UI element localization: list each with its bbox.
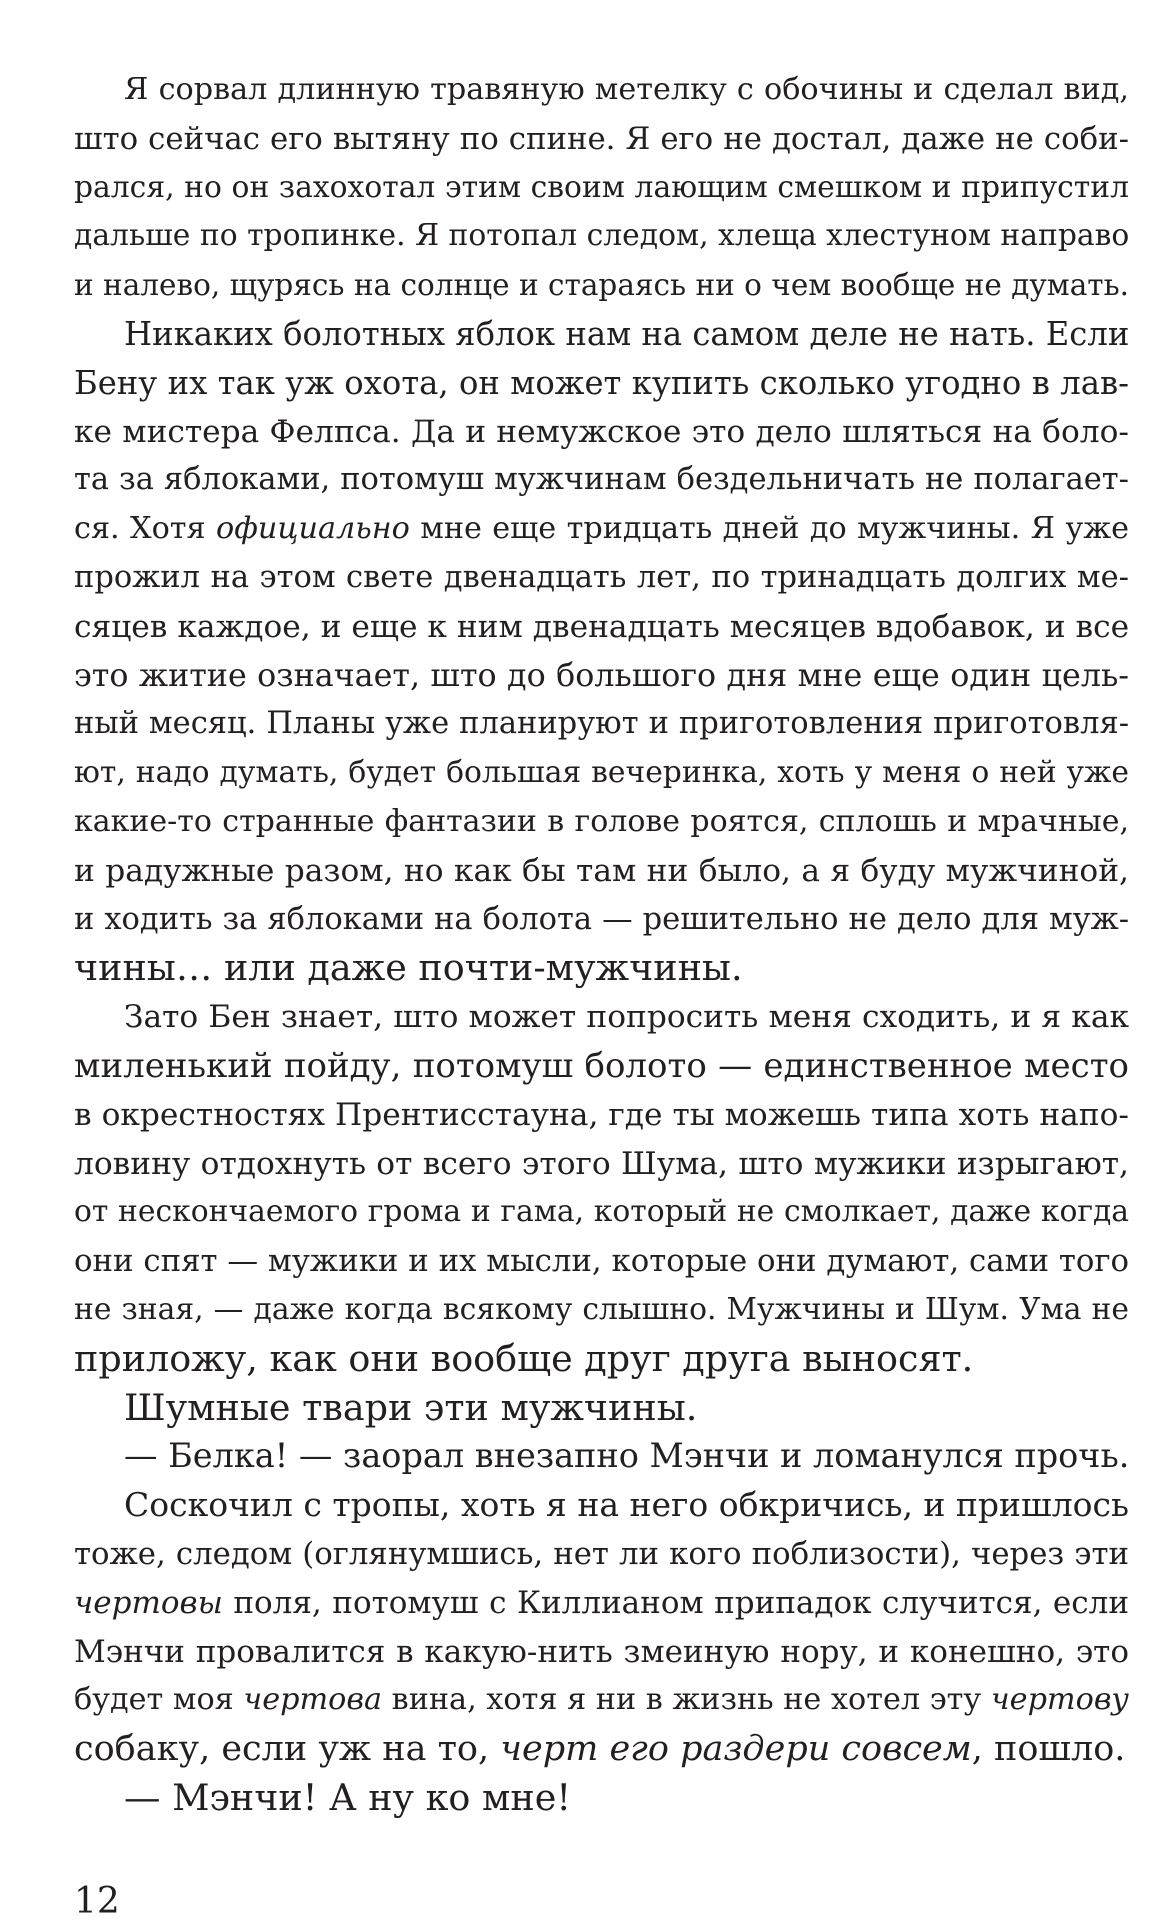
text-segment: ловину отдохнуть от всего этого Шума, што мужики изрыгают, <box>74 1145 1129 1182</box>
text-segment: не зная, — даже когда всякому слышно. Мужчины и Шум. Ума не <box>74 1291 1129 1327</box>
text-segment: Бену их так уж охота, он может купить сколько угодно в лав- <box>74 363 1129 402</box>
text-segment: миленький пойду, потомуш болото — единственное место <box>74 1045 1129 1086</box>
text-line <box>74 944 1129 993</box>
text-line <box>74 1481 1129 1530</box>
text-line <box>74 212 1129 261</box>
page-number: 12 <box>74 1881 120 1922</box>
text-line <box>74 652 1129 701</box>
text-segment: — Белка! — заорал внезапно Мэнчи и ломанулся прочь. <box>124 1436 1130 1476</box>
text-segment: какие-то странные фантазии в голове роятся, сплошь и мрачные, <box>74 803 1129 839</box>
text-line <box>74 1042 1129 1091</box>
text-segment: ют, надо думать, будет большая вечеринка, хоть у меня о ней уже <box>74 755 1129 791</box>
text-line <box>74 798 1129 847</box>
text-segment: это житие означает, што до большого дня мне еще один цель- <box>74 657 1129 694</box>
text-segment: ный месяц. Планы уже планируют и приготовления приготовля- <box>74 706 1129 742</box>
text-line <box>74 896 1129 945</box>
text-segment: што сейчас его вытяну по спине. Я его не достал, даже не соби- <box>74 120 1129 157</box>
text-segment: Зато Бен знает, што может попросить меня сходить, и я как <box>124 999 1129 1036</box>
text-segment: , пошло. <box>971 1729 1126 1770</box>
paragraph <box>74 1481 1129 1774</box>
text-segment: Соскочил с тропы, хоть я на него обкричись, и пришлось <box>124 1485 1129 1525</box>
text-line <box>74 1188 1129 1237</box>
text-segment: приложу, как они вообще друг друга выносят. <box>74 1336 974 1380</box>
body-text <box>74 66 1129 1823</box>
text-line <box>74 1384 1129 1433</box>
text-segment: Я сорвал длинную травяную метелку с обочины и сделал вид, <box>124 72 1129 107</box>
text-line <box>74 115 1129 164</box>
text-segment: Мэнчи провалится в какую-нить змеиную нору, и конешно, это <box>74 1633 1129 1670</box>
italic-text: черт его раздери совсем <box>500 1729 972 1770</box>
text-line <box>74 1628 1129 1677</box>
text-segment: Никаких болотных яблок нам на самом деле не нать. Если <box>124 314 1130 353</box>
text-segment: собаку, если уж на то, <box>74 1729 501 1770</box>
text-segment: Шумные твари эти мужчины. <box>124 1385 698 1429</box>
italic-text: чертовы <box>74 1584 223 1621</box>
paragraph <box>74 1774 1129 1823</box>
paragraph <box>74 1432 1129 1481</box>
text-segment: будет моя <box>74 1682 244 1718</box>
text-segment: чины… или даже почти-мужчины. <box>74 946 743 990</box>
italic-text: официально <box>216 511 410 547</box>
text-segment: ся. Хотя <box>74 511 217 547</box>
text-line <box>74 66 1129 115</box>
text-line <box>74 1774 1129 1823</box>
text-line <box>74 1725 1129 1774</box>
text-segment: и налево, щурясь на солнце и стараясь ни о чем вообще не думать. <box>74 268 1130 303</box>
text-line <box>74 603 1129 652</box>
text-line <box>74 1432 1129 1481</box>
text-line <box>74 310 1129 359</box>
text-line <box>74 1335 1129 1384</box>
text-line <box>74 1530 1129 1579</box>
text-line <box>74 164 1129 213</box>
text-segment: от нескончаемого грома и гама, который не смолкает, даже когда <box>74 1194 1129 1230</box>
text-line <box>74 1286 1129 1335</box>
text-segment: сяцев каждое, и еще к ним двенадцать месяцев вдобавок, и все <box>74 608 1130 645</box>
paragraph <box>74 1384 1129 1433</box>
text-segment: поля, потомуш с Киллианом припадок случится, если <box>222 1584 1129 1621</box>
text-line <box>74 505 1129 554</box>
text-segment: они спят — мужики и их мысли, которые они думают, сами того <box>74 1243 1129 1280</box>
italic-text: чертова <box>243 1682 383 1718</box>
text-segment: — Мэнчи! А ну ко мне! <box>124 1775 572 1819</box>
paragraph <box>74 310 1129 993</box>
text-line <box>74 993 1129 1042</box>
italic-text: чертову <box>990 1682 1129 1718</box>
text-segment: ке мистера Фелпса. Да и немужское это дело шляться на боло- <box>74 413 1129 450</box>
text-line <box>74 554 1129 603</box>
text-segment: и ходить за яблоками на болота — решительно не дело для муж- <box>74 901 1129 937</box>
paragraph <box>74 66 1129 310</box>
text-segment: тоже, следом (оглянумшись, нет ли кого поблизости), через эти <box>74 1535 1129 1572</box>
text-segment: в окрестностях Прентисстауна, где ты можешь типа хоть напо- <box>74 1096 1129 1133</box>
paragraph <box>74 993 1129 1383</box>
text-line <box>74 456 1129 505</box>
text-line <box>74 847 1129 896</box>
text-segment: рался, но он захохотал этим своим лающим смешком и припустил <box>74 169 1129 205</box>
text-line <box>74 1091 1129 1140</box>
text-line <box>74 1140 1129 1189</box>
text-segment: мне еще тридцать дней до мужчины. Я уже <box>409 511 1129 547</box>
text-segment: та за яблоками, потомуш мужчинам бездельничать не полагает- <box>74 462 1129 498</box>
text-segment: и радужные разом, но как бы там ни было, а я буду мужчиной, <box>74 852 1129 889</box>
text-line <box>74 749 1129 798</box>
text-segment: вина, хотя я ни в жизнь не хотел эту <box>382 1682 991 1718</box>
text-line <box>74 1237 1129 1286</box>
text-line <box>74 1676 1129 1725</box>
text-line <box>74 408 1129 457</box>
text-segment: дальше по тропинке. Я потопал следом, хлеща хлестуном направо <box>74 218 1130 254</box>
text-line <box>74 261 1129 310</box>
text-segment: прожил на этом свете двенадцать лет, по тринадцать долгих ме- <box>74 559 1129 595</box>
text-line <box>74 700 1129 749</box>
text-line <box>74 359 1129 408</box>
text-line <box>74 1579 1129 1628</box>
